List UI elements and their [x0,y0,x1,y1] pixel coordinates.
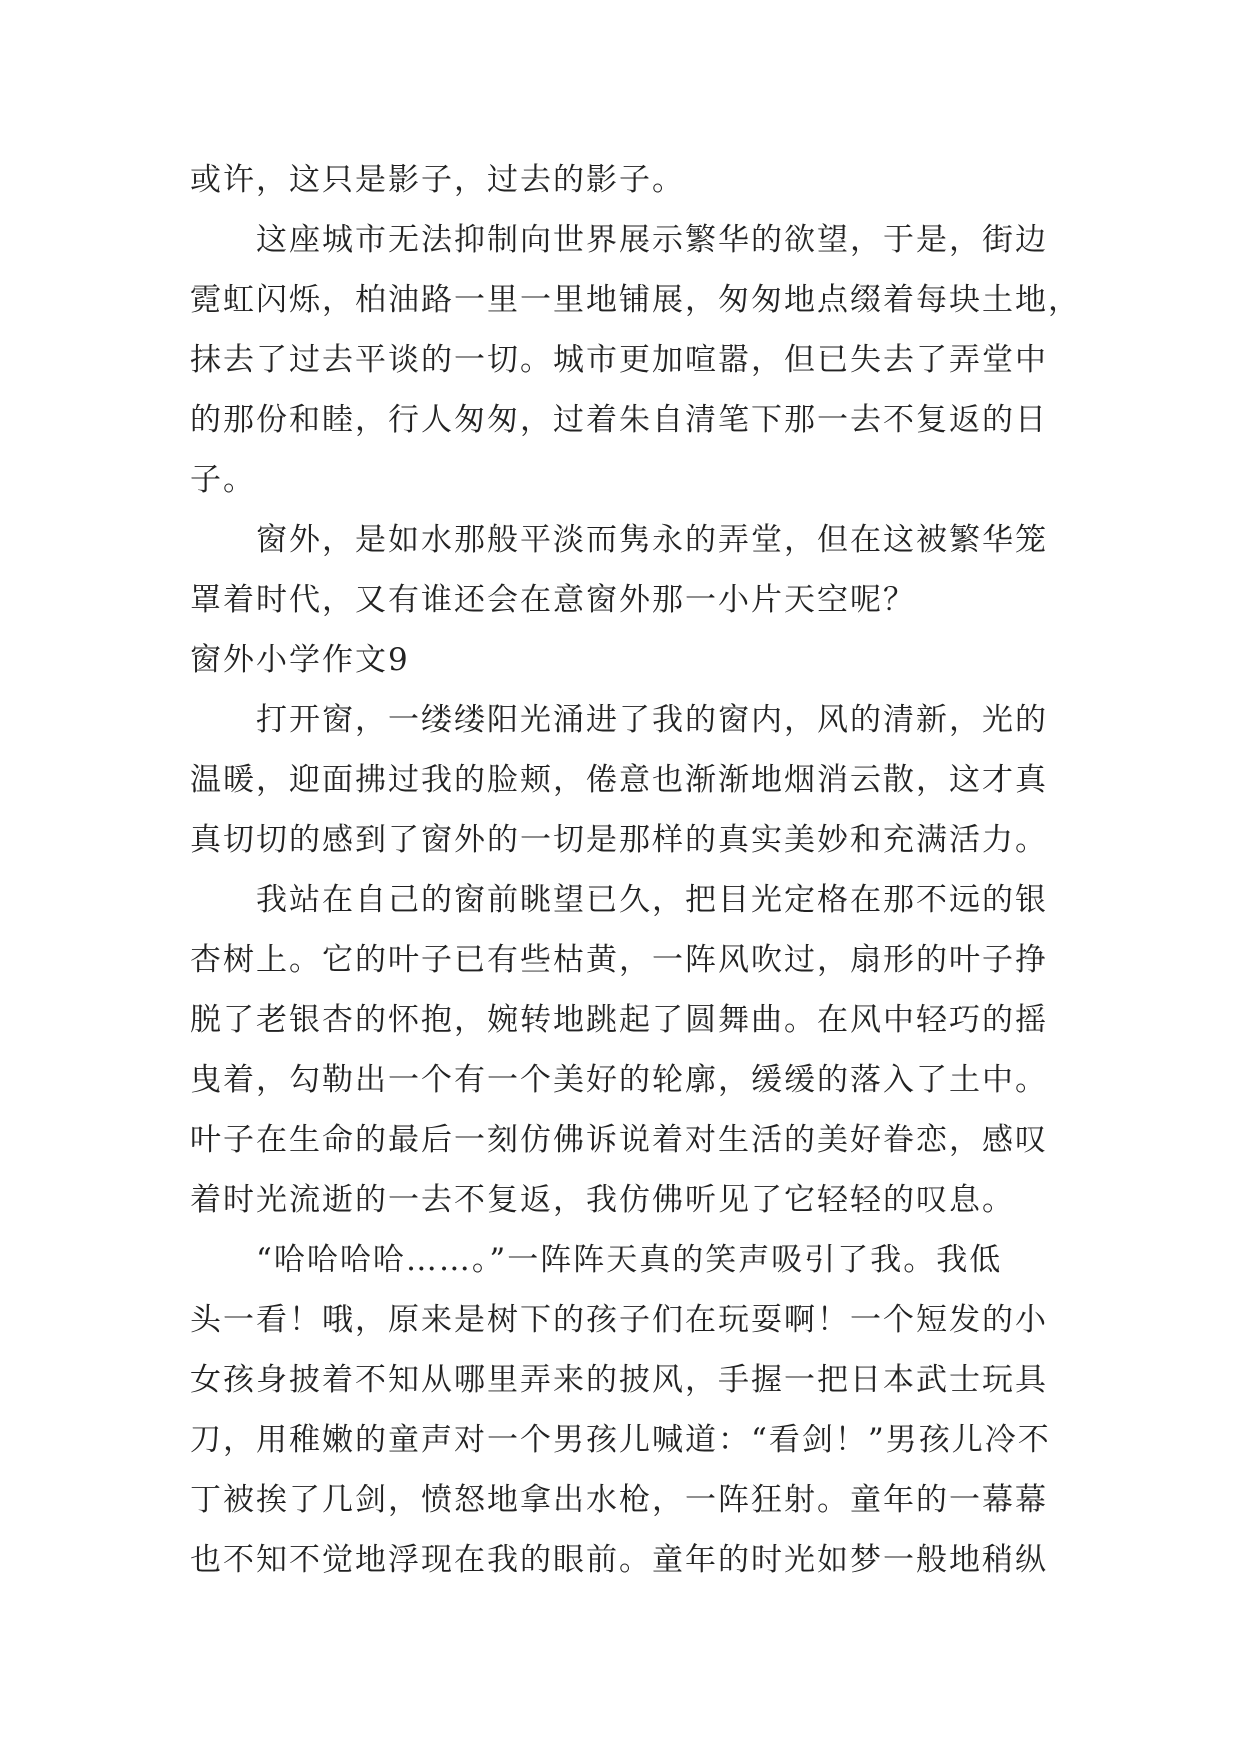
text-line: 杏树上。它的叶子已有些枯黄，一阵风吹过，扇形的叶子挣 [190,942,1048,978]
text-line: 女孩身披着不知从哪里弄来的披风，手握一把日本武士玩具 [190,1362,1048,1398]
text-line: 这座城市无法抑制向世界展示繁华的欲望，于是，街边 [190,222,1048,258]
text-line: 打开窗，一缕缕阳光涌进了我的窗内，风的清新，光的 [190,702,1048,738]
text-line: 也不知不觉地浮现在我的眼前。童年的时光如梦一般地稍纵 [190,1542,1048,1578]
text-line: 子。 [190,462,256,498]
text-line: “哈哈哈哈……。”一阵阵天真的笑声吸引了我。我低 [190,1242,1003,1278]
text-line: 抹去了过去平谈的一切。城市更加喧嚣，但已失去了弄堂中 [190,342,1048,378]
section-heading: 窗外小学作文9 [190,642,410,678]
text-line: 的那份和睦，行人匆匆，过着朱自清笔下那一去不复返的日 [190,402,1048,438]
text-line: 罩着时代，又有谁还会在意窗外那一小片天空呢？ [190,582,916,618]
document-body [190,150,1081,1590]
text-line: 叶子在生命的最后一刻仿佛诉说着对生活的美好眷恋，感叹 [190,1122,1048,1158]
text-line: 刀，用稚嫩的童声对一个男孩儿喊道：“看剑！”男孩儿冷不 [190,1422,1051,1458]
text-line: 霓虹闪烁，柏油路一里一里地铺展，匆匆地点缀着每块土地， [190,282,1081,318]
text-line: 着时光流逝的一去不复返，我仿佛听见了它轻轻的叹息。 [190,1182,1015,1218]
text-line: 脱了老银杏的怀抱，婉转地跳起了圆舞曲。在风中轻巧的摇 [190,1002,1048,1038]
text-line: 丁被挨了几剑，愤怒地拿出水枪，一阵狂射。童年的一幕幕 [190,1482,1048,1518]
text-line: 窗外，是如水那般平淡而隽永的弄堂，但在这被繁华笼 [190,522,1048,558]
text-line: 我站在自己的窗前眺望已久，把目光定格在那不远的银 [190,882,1048,918]
text-line: 或许，这只是影子，过去的影子。 [190,162,685,198]
text-line: 温暖，迎面拂过我的脸颊，倦意也渐渐地烟消云散，这才真 [190,762,1048,798]
text-line: 头一看！哦，原来是树下的孩子们在玩耍啊！一个短发的小 [190,1302,1048,1338]
text-line: 真切切的感到了窗外的一切是那样的真实美妙和充满活力。 [190,822,1048,858]
text-line: 曳着，勾勒出一个有一个美好的轮廓，缓缓的落入了土中。 [190,1062,1048,1098]
